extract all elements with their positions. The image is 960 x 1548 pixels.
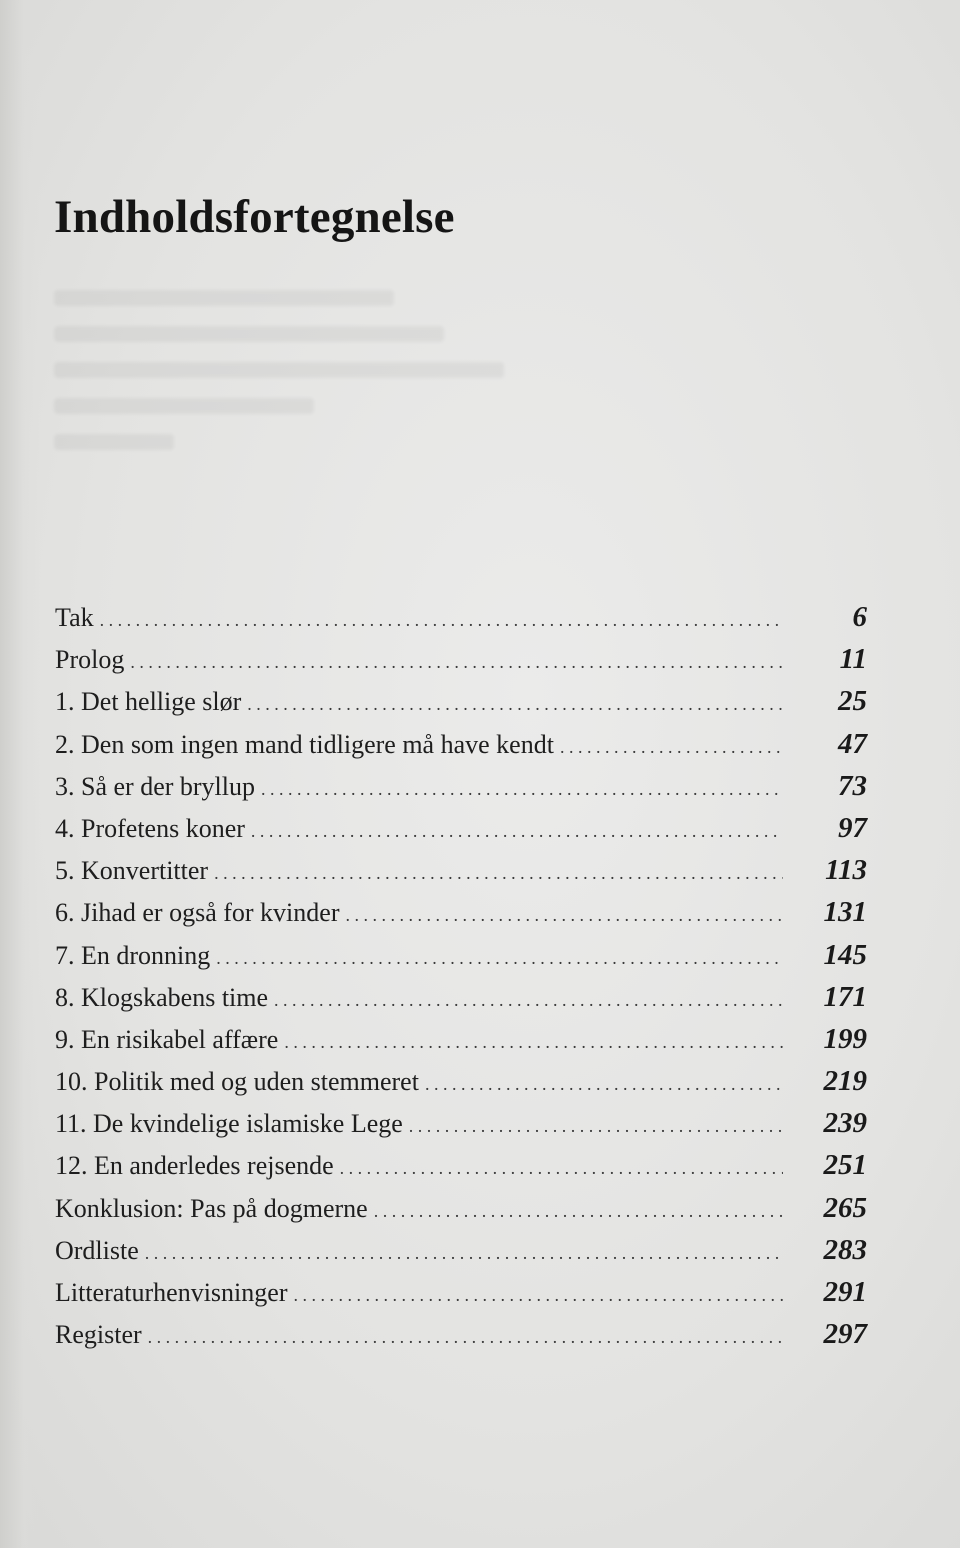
toc-entry bbox=[55, 1313, 867, 1355]
toc-page-number: 145 bbox=[823, 938, 867, 971]
dot-leader bbox=[214, 852, 783, 894]
toc-entry bbox=[55, 765, 867, 807]
toc-entry-title: Ordliste bbox=[55, 1235, 139, 1265]
toc-entry-title: Litteraturhenvisninger bbox=[55, 1278, 288, 1307]
dot-leader bbox=[560, 726, 783, 768]
dot-leader bbox=[100, 599, 783, 641]
toc-entry bbox=[55, 638, 867, 680]
toc-page-number: 251 bbox=[823, 1149, 867, 1182]
toc-entry bbox=[55, 1060, 867, 1102]
toc-entry bbox=[55, 849, 867, 891]
toc-entry bbox=[55, 680, 867, 722]
toc-entry bbox=[55, 976, 867, 1018]
toc-entry bbox=[55, 891, 867, 933]
toc-page-number: 265 bbox=[823, 1191, 867, 1224]
toc-entry-title: 2. Den som ingen mand tidligere må have kendt bbox=[55, 729, 554, 759]
toc-page-number: 297 bbox=[823, 1318, 867, 1351]
toc-entry-title: 5. Konvertitter bbox=[55, 856, 209, 886]
page-gutter-shadow bbox=[0, 0, 40, 1548]
toc-entry-title: 9. En risikabel affære bbox=[55, 1024, 279, 1054]
toc-page-number: 73 bbox=[838, 769, 867, 802]
toc-page-number: 6 bbox=[852, 601, 867, 633]
dot-leader bbox=[409, 1105, 783, 1147]
dot-leader bbox=[251, 810, 783, 852]
toc-page-number: 171 bbox=[823, 980, 867, 1013]
toc-entry bbox=[55, 1102, 867, 1144]
dot-leader bbox=[374, 1190, 783, 1232]
dot-leader bbox=[247, 683, 783, 725]
toc-entry-title: Prolog bbox=[55, 645, 125, 675]
dot-leader bbox=[340, 1147, 783, 1189]
toc-entry-title: Konklusion: Pas på dogmerne bbox=[55, 1193, 368, 1223]
toc-page-number: 47 bbox=[838, 727, 867, 760]
toc-entry bbox=[55, 1018, 867, 1060]
dot-leader bbox=[145, 1232, 783, 1274]
toc-entry bbox=[55, 807, 867, 849]
dot-leader bbox=[284, 1021, 783, 1063]
table-of-contents bbox=[55, 596, 867, 1355]
toc-entry-title: 10. Politik med og uden stemmeret bbox=[55, 1067, 419, 1097]
toc-page-number: 239 bbox=[823, 1107, 867, 1140]
toc-entry bbox=[55, 1271, 867, 1313]
toc-entry bbox=[55, 934, 867, 976]
toc-entry-title: 4. Profetens koner bbox=[55, 813, 245, 843]
toc-page-number: 219 bbox=[823, 1065, 867, 1098]
page-title: Indholdsfortegnelse bbox=[54, 191, 455, 243]
toc-entry-title: 3. Så er der bryllup bbox=[55, 771, 256, 801]
toc-entry-title: 8. Klogskabens time bbox=[55, 982, 269, 1012]
dot-leader bbox=[216, 937, 783, 979]
toc-entry bbox=[55, 723, 867, 765]
toc-entry-title: 11. De kvindelige islamiske Lege bbox=[55, 1109, 403, 1139]
toc-entry bbox=[55, 596, 867, 638]
toc-entry bbox=[55, 1144, 867, 1186]
toc-page-number: 97 bbox=[838, 811, 867, 844]
toc-page-number: 25 bbox=[838, 685, 867, 718]
toc-page-number: 11 bbox=[839, 643, 867, 676]
toc-entry bbox=[55, 1229, 867, 1271]
toc-page-number: 131 bbox=[823, 896, 867, 929]
toc-entry-title: Register bbox=[55, 1320, 142, 1350]
toc-entry-title: Tak bbox=[55, 603, 94, 632]
toc-page-number: 291 bbox=[823, 1276, 867, 1308]
toc-entry-title: 1. Det hellige slør bbox=[55, 687, 242, 717]
dot-leader bbox=[345, 894, 783, 936]
toc-entry bbox=[55, 1187, 867, 1229]
show-through-text bbox=[54, 290, 514, 490]
dot-leader bbox=[293, 1274, 783, 1316]
dot-leader bbox=[261, 768, 783, 810]
dot-leader bbox=[425, 1063, 783, 1105]
toc-page-number: 113 bbox=[825, 854, 867, 887]
dot-leader bbox=[148, 1316, 783, 1358]
toc-entry-title: 12. En anderledes rejsende bbox=[55, 1151, 334, 1181]
dot-leader bbox=[274, 979, 783, 1021]
dot-leader bbox=[130, 641, 783, 683]
toc-page-number: 199 bbox=[823, 1022, 867, 1055]
toc-entry-title: 7. En dronning bbox=[55, 940, 211, 970]
toc-entry-title: 6. Jihad er også for kvinder bbox=[55, 898, 340, 928]
toc-page-number: 283 bbox=[823, 1233, 867, 1266]
